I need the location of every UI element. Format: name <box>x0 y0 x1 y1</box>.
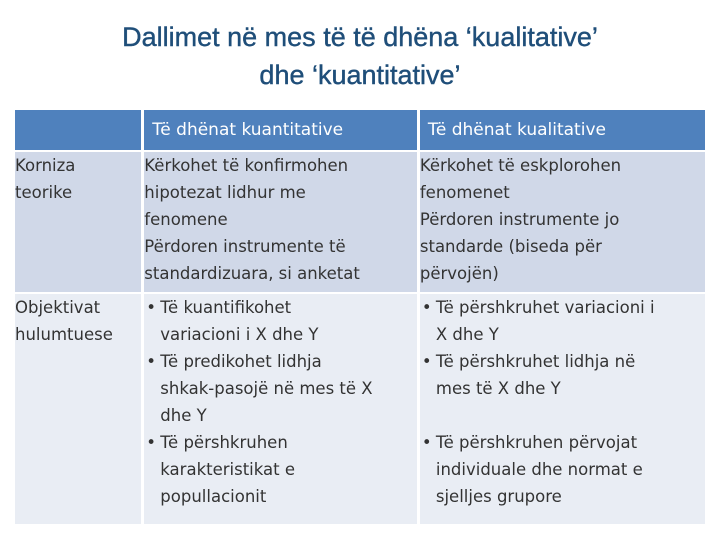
cell-line: Kërkohet të eskplorohen <box>419 156 622 175</box>
bullet-line: popullacionit <box>160 487 267 506</box>
header-qualitative: Të dhënat kualitative <box>417 110 705 150</box>
bullet-line: Të përshkruhen përvojat <box>435 433 638 452</box>
cell-line: standardizuara, si anketat <box>144 264 360 283</box>
bullet-item <box>420 348 705 402</box>
cell-line: Përdoren instrumente të <box>144 237 346 256</box>
title-line-1: Dallimet në mes të të dhëna ‘kualitative’ <box>122 22 598 52</box>
cell-qualitative-framework <box>417 150 705 292</box>
cell-line: fenomene <box>144 210 228 229</box>
table-header-row <box>15 110 705 150</box>
cell-qualitative-objectives <box>417 292 705 524</box>
bullet-line: individuale dhe normat e <box>435 460 643 479</box>
bullet-icon: • <box>146 433 157 452</box>
comparison-table <box>15 110 705 524</box>
cell-line: Përdoren instrumente jo <box>419 210 620 229</box>
bullet-line: Të kuantifikohet <box>160 298 292 317</box>
bullet-line: mes të X dhe Y <box>435 379 561 398</box>
bullet-item <box>420 294 705 348</box>
bullet-icon: • <box>146 298 157 317</box>
bullet-line: Të predikohet lidhja <box>160 352 322 371</box>
label-line: teorike <box>15 183 73 202</box>
bullet-line: Të përshkruhet lidhja në <box>435 352 636 371</box>
bullet-line: Të përshkruhet variacioni i <box>435 298 655 317</box>
bullet-line: shkak-pasojë në mes të X <box>160 379 373 398</box>
bullet-item <box>144 429 417 510</box>
bullet-line: dhe Y <box>160 406 207 425</box>
bullet-line: karakteristikat e <box>160 460 296 479</box>
cell-quantitative-framework <box>141 150 417 292</box>
bullet-icon: • <box>146 352 157 371</box>
table-row-theoretical-framework <box>15 150 705 292</box>
label-line: Objektivat <box>15 298 101 317</box>
bullet-line: sjelljes grupore <box>435 487 562 506</box>
bullet-item <box>420 429 705 510</box>
header-quantitative: Të dhënat kuantitative <box>141 110 417 150</box>
bullet-icon: • <box>421 298 432 317</box>
bullet-icon: • <box>421 433 432 452</box>
slide-title <box>0 18 720 94</box>
cell-quantitative-objectives <box>141 292 417 524</box>
cell-line: Kërkohet të konfirmohen <box>144 156 349 175</box>
label-line: hulumtuese <box>15 325 113 344</box>
row-label-research-objectives <box>15 292 141 524</box>
label-line: Korniza <box>15 156 76 175</box>
bullet-item <box>144 348 417 429</box>
bullet-line: Të përshkruhen <box>160 433 288 452</box>
bullet-line: variacioni i X dhe Y <box>160 325 319 344</box>
cell-line: fenomenet <box>419 183 510 202</box>
row-label-theoretical-framework <box>15 150 141 292</box>
table-row-research-objectives <box>15 292 705 524</box>
cell-line: hipotezat lidhur me <box>144 183 306 202</box>
bullet-icon: • <box>421 352 432 371</box>
spacer <box>420 402 705 429</box>
bullet-item <box>144 294 417 348</box>
cell-line: standarde (biseda për <box>419 237 602 256</box>
cell-line: përvojën) <box>419 264 499 283</box>
header-empty-cell <box>15 110 141 150</box>
bullet-line: X dhe Y <box>435 325 499 344</box>
title-line-2: dhe ‘kuantitative’ <box>259 60 461 90</box>
